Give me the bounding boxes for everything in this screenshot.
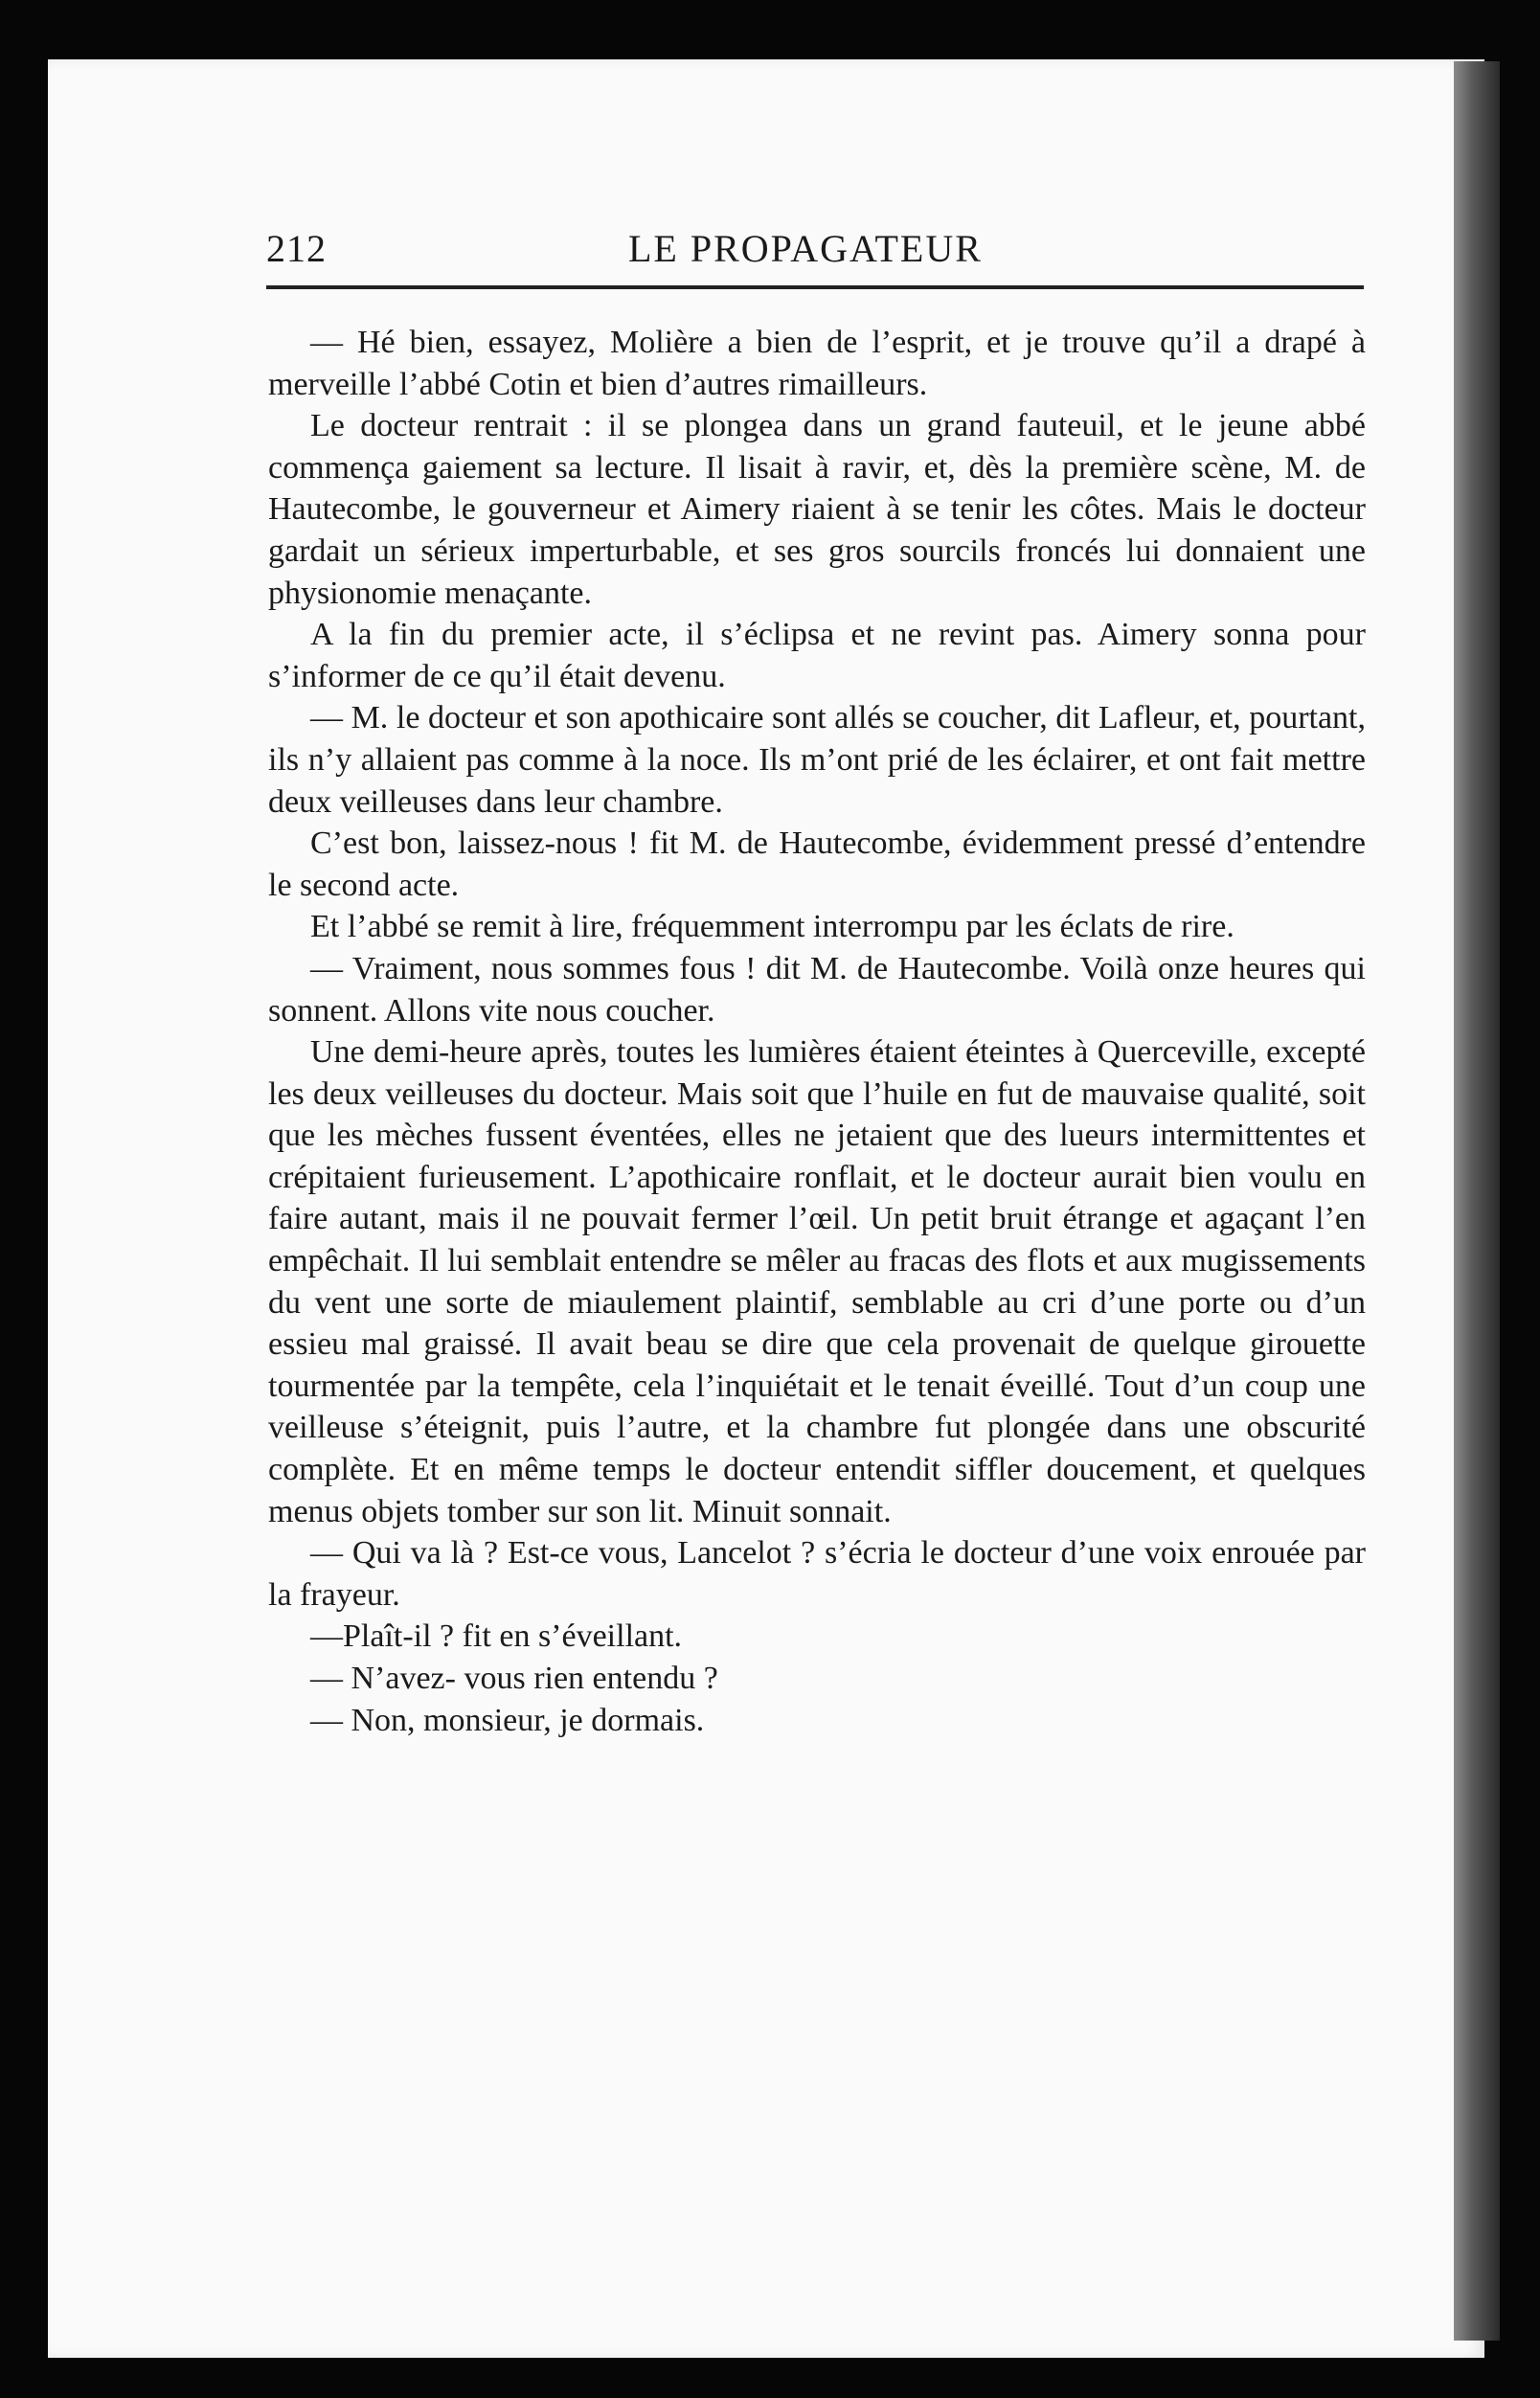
body-text bbox=[268, 322, 1366, 1741]
paragraph: — Hé bien, essayez, Molière a bien de l’esprit, et je trouve qu’il a drapé à merveille l’abbé Cotin et bien d’autres rimailleurs. bbox=[268, 325, 1366, 402]
running-title: LE PROPAGATEUR bbox=[628, 227, 983, 270]
paragraph: Et l’abbé se remit à lire, fréquemment interrompu par les éclats de rire. bbox=[310, 909, 1234, 945]
paragraph: — M. le docteur et son apothicaire sont allés se coucher, dit Lafleur, et, pourtant, ils n’y allaient pas comme à la noce. Ils m’ont prié de les éclairer, et ont fait mettre deux veilleuses dans leur chambre. bbox=[268, 700, 1366, 820]
paragraph: C’est bon, laissez-nous ! fit M. de Hautecombe, évidemment pressé d’entendre le second acte. bbox=[268, 826, 1366, 903]
paragraph: — Vraiment, nous sommes fous ! dit M. de Hautecombe. Voilà onze heures qui sonnent. Allons vite nous coucher. bbox=[268, 950, 1366, 1029]
header-rule bbox=[266, 285, 1364, 289]
paragraph: —Plaît-il ? fit en s’éveillant. bbox=[310, 1618, 683, 1655]
page-header bbox=[266, 226, 1364, 283]
paragraph: — Qui va là ? Est-ce vous, Lancelot ? s’écria le docteur d’une voix enrouée par la frayeur. bbox=[268, 1535, 1366, 1613]
paragraph: Une demi-heure après, toutes les lumières étaient éteintes à Querceville, excepté les deux veilleuses du docteur. Mais soit que l’huile en fut de mauvaise qualité, soit que les mèches fussent éventées, elles ne jetaient que des lueurs intermittentes et crépitaient furieusement. L’apothicaire ronflait, et le docteur aurait bien voulu en faire autant, mais il ne pouvait fermer l’œil. Un petit bruit étrange et agaçant l’en empêchait. Il lui semblait entendre se mêler au fracas des flots et aux mugissements du vent une sorte de miaulement plaintif, semblable au cri d’une porte ou d’un essieu mal graissé. Il avait beau se dire que cela provenait de quelque girouette tourmentée par la tempête, cela l’inquiétait et le tenait éveillé. Tout d’un coup une veilleuse s’éteignit, puis l’autre, et la chambre fut plongée dans une obscurité complète. Et en même temps le docteur entendit siffler doucement, et quelques menus objets tomber sur son lit. Minuit sonnait. bbox=[268, 1034, 1366, 1529]
paragraph: — Non, monsieur, je dormais. bbox=[310, 1702, 705, 1738]
page-edge-shadow bbox=[1454, 61, 1500, 2341]
paragraph: Le docteur rentrait : il se plongea dans un grand fauteuil, et le jeune abbé commença gaiement sa lecture. Il lisait à ravir, et, dès la première scène, M. de Hautecombe, le gouverneur et Aimery riaient à se tenir les côtes. Mais le docteur gardait un sérieux imperturbable, et ses gros sourcils froncés lui donnaient une physionomie menaçante. bbox=[268, 408, 1366, 611]
paragraph: — N’avez- vous rien entendu ? bbox=[310, 1661, 718, 1696]
paragraph: A la fin du premier acte, il s’éclipsa et ne revint pas. Aimery sonna pour s’informer de ce qu’il était devenu. bbox=[268, 617, 1366, 694]
page-number: 212 bbox=[266, 227, 327, 270]
